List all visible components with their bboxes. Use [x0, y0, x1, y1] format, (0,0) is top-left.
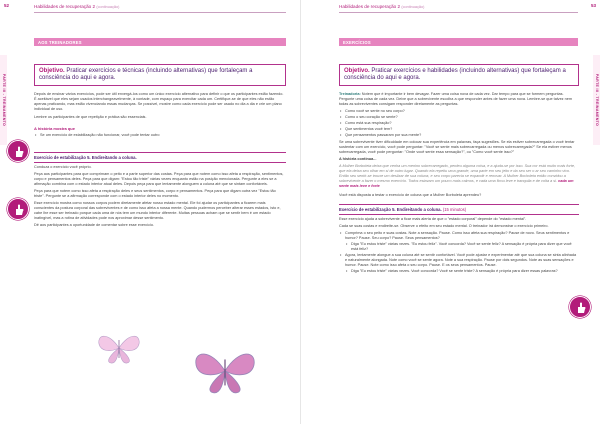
- header-rule: [34, 12, 286, 13]
- intro-paragraph: Depois de ensinar vários exercícios, pode ser útil enxergá-los como um único exercício alternativo para definir o que os participantes estão fazendo. É aceitável que eles sejam usados interchangeavelmente, à vontade, com espaço para exercitar cada um. Certifique-se de que eles não estão apenas praticando, mas estão vivenciando essas mudanças. Se possível, mostre como cada exercício pode ser usado no dia a dia e crie um plano individual de uso.: [34, 92, 284, 111]
- left-content-column: [34, 64, 286, 230]
- side-tab: [0, 55, 7, 145]
- header-rule: [339, 12, 578, 13]
- objective-text: Praticar exercícios e técnicas (incluindo alternativas) que fortaleçam a consciência do aqui e agora.: [39, 68, 253, 81]
- side-tab-label: PARTE III - TREINAMENTO: [595, 73, 599, 127]
- side-tab: [593, 55, 600, 145]
- exercise-paragraph: Dê aos participantes a oportunidade de comentar sobre esse exercício.: [34, 223, 155, 227]
- invite-line: Você está disposta a testar o exercício de coluna que a Mulher Borboleta aprendeu?: [339, 193, 482, 197]
- exercise-subline: Conduza o exercício você próprio.: [34, 165, 92, 169]
- step-item: • Comprima o seu peito e suas costas. Note a sensação. Pause. Como isso afeta sua respiração? Pause de novo. Seus sentimentos e humor? Pause. Seu corpo? Pause. Seus pensamentos?: [339, 231, 579, 241]
- objective: [344, 68, 574, 82]
- intro-paragraph: [339, 92, 579, 107]
- remind-line: Lembre os participantes de que repetição e prática são essenciais.: [34, 115, 147, 119]
- butterfly-icon: [190, 345, 260, 397]
- objective-label: Objetivo.: [344, 68, 370, 74]
- question-item: • Como você se sente no seu corpo?: [339, 109, 579, 114]
- section-band: [34, 38, 286, 46]
- hand-pointing-icon: [7, 198, 29, 220]
- story-line: A história continua...: [339, 157, 377, 161]
- story-list: [34, 133, 286, 138]
- exercise-paragraph: Peça aos participantes para que comprimam o peito e a parte superior das costas. Peça para que notem como isso afeta a respiração, sentimentos, corpo e pensamentos deles. Peça para que digam: "Estou tão triste" várias vezes enquanto estão na posição mencionada. Pergunte a eles se a afirmação combina com o estado interior atual deles. Depois peça para que lentamente alonguem a coluna até que se sintam confortáveis.: [34, 172, 284, 186]
- step-item: • Agora, lentamente alongue a sua coluna até se sentir confortável. Você pode ajustar e experimentar até que sua coluna se sinta alinhada e naturalmente alongada. Note como você se sente agora. Note a sua respiração. Pause por dois segundos. Note as suas sensações e humor. Pause. Note como isso afeta o seu corpo. Pause. E os seus pensamentos. Pause.: [339, 253, 579, 268]
- exercise-heading-text: Exercício de estabilização 5. Endireitando a coluna.: [339, 207, 442, 212]
- intro-label: Treinadoria:: [339, 92, 361, 96]
- step-subitem: • Diga "Eu estou triste" várias vezes. Você concorda? Você se sente triste? A sensação é própria para dizer essas palavras?: [339, 269, 579, 274]
- story-emphasis: cada um sente mais leve e forte: [339, 179, 574, 188]
- exercise-paragraph: Peça para que notem como isso afeta a respiração deles e seus sentimentos, corpo e pensamentos. Peça para que digam outra vez "Estou tão triste". Pergunte se a afirmação corresponde com o estado interior deles no momento.: [34, 189, 276, 198]
- exercise-paragraph: Esse exercício mostra como nossos corpos podem diretamente afetar nosso estado mental. Ele foi ajudar os participantes a ficarem mais conscientes da postura corporal das sobreviventes e de como isso afeta a nossa mente. Quando pudermos perceber alterar esses estados, isto e, cabe lhe esse ser treinado porque cada uma de nós tem um mundo interior diferente. Muitas pessoas acham que se sentir bem é um estado inatingível, mas a rotina de atividades pode nos aproximar desse sentimento.: [34, 201, 281, 220]
- section-band-title: EXERCÍCIOS: [343, 39, 371, 45]
- side-tab-label: PARTE III - TREINAMENTO: [2, 73, 6, 127]
- section-band: [339, 38, 578, 46]
- story-italic: [339, 164, 579, 189]
- question-item: • Que sentimentos você tem?: [339, 127, 579, 132]
- step-subitem: • Diga "Eu estou triste" várias vezes. "Eu estou feliz". Você concorda? Você se sente feliz? A sensação é própria para dizer que você está feliz?: [339, 242, 579, 252]
- exercise-heading: Exercício de estabilização 5. Endireitando a coluna.: [34, 155, 137, 160]
- exercise-heading: [339, 207, 579, 212]
- question-item: • Que pensamentos passaram por sua mente?: [339, 133, 579, 138]
- running-head-note: (continuação): [401, 5, 425, 9]
- objective-box: [34, 64, 286, 86]
- story-section: [34, 126, 286, 138]
- butterfly-icon: [95, 330, 143, 366]
- question-item: • Como o seu coração se sente?: [339, 115, 579, 120]
- page-number: 53: [590, 3, 596, 8]
- exercise-line: Cada se suas costas e endireite-se. Observe o efeito em seu estado mental. O treinador irá demonstrar o exercício primeiro.: [339, 224, 549, 228]
- intro-text: Notem que é importante ir bem devagar. Fazer uma coisa nova de cada vez. Dar tempo para que se formem perguntas. Pergunte uma coisa de cada vez. Deixe que a sobrevivente escolha a que responder antes de fazer uma nova. Lembre-se que talvez nem todas as sobreviventes consigam responder diretamente as perguntas.: [339, 92, 573, 106]
- right-page: [300, 0, 600, 424]
- objective-box: [339, 64, 579, 86]
- hand-pointing-icon: [7, 140, 29, 162]
- section-band-title: AOS TREINADORES: [38, 39, 82, 45]
- exercise-heading-box: [34, 152, 286, 163]
- story-italic-text: A Mulher Borboleta deixa que venha um menino sobrecarregado, perdeu alguma coisa, e a ajuda-se por isso. Sua cor está muito mais forte, que ela deixa seu olhar em si de outro lugar. Quando ela repetiu uma grande, uma parte em seu jeito e da seu ser o ar seu caminho vivo. Então seu sentir-se trouxe um deslizar de sua coluna, e seu corpo parecia se expandir e renovar. A Mulher Borboleta então convidou a sobrevivente a fazer o mesmo exercício. Todos estavam um pouco mais calmos, e cada uma ficou leve e tranquila e de volta a si.: [339, 164, 576, 183]
- question-item: • Como está sua respiração?: [339, 121, 579, 126]
- question-list: [339, 109, 579, 138]
- objective: [39, 68, 281, 82]
- exercise-intro: Esse exercício ajuda a sobrevivente a ficar mais alerta de que o "estado corporal" depende do "estado mental".: [339, 217, 527, 221]
- exercise-heading-time: (15 minutos): [442, 207, 467, 212]
- paragraph: Se uma sobrevivente tiver dificuldade em colocar sua experiência em palavras, faça sugestões. Se ela estiver sobrecarregada o você tentar sustentar com um exercício, você pode perguntar: "Você se sente mais sobrecarregada ou menos sobrecarregada?" Se ela estiver menos sobrecarregada, você pode perguntar: "Onde você sente essa sensação?", ou "Como você sente isso?": [339, 140, 575, 154]
- objective-text: Praticar exercícios e habilidades (incluindo alternativas) que fortaleçam a consciência do aqui e agora.: [344, 68, 566, 81]
- right-content-column: [339, 64, 579, 275]
- running-head: [339, 4, 424, 9]
- running-head: [34, 4, 119, 9]
- steps-list: [339, 231, 579, 274]
- objective-label: Objetivo.: [39, 68, 65, 74]
- page-number: 52: [4, 3, 10, 8]
- story-heading: A história mostra que: [34, 126, 75, 131]
- story-item: • Se um exercício de estabilização não funcionar, você pode tentar outro: [34, 133, 286, 138]
- running-head-title: Habilidades de recuperação 2: [34, 4, 96, 9]
- exercise-heading-box: [339, 204, 579, 215]
- running-head-note: (continuação): [96, 5, 120, 9]
- hand-pointing-icon: [569, 296, 591, 318]
- running-head-title: Habilidades de recuperação 2: [339, 4, 401, 9]
